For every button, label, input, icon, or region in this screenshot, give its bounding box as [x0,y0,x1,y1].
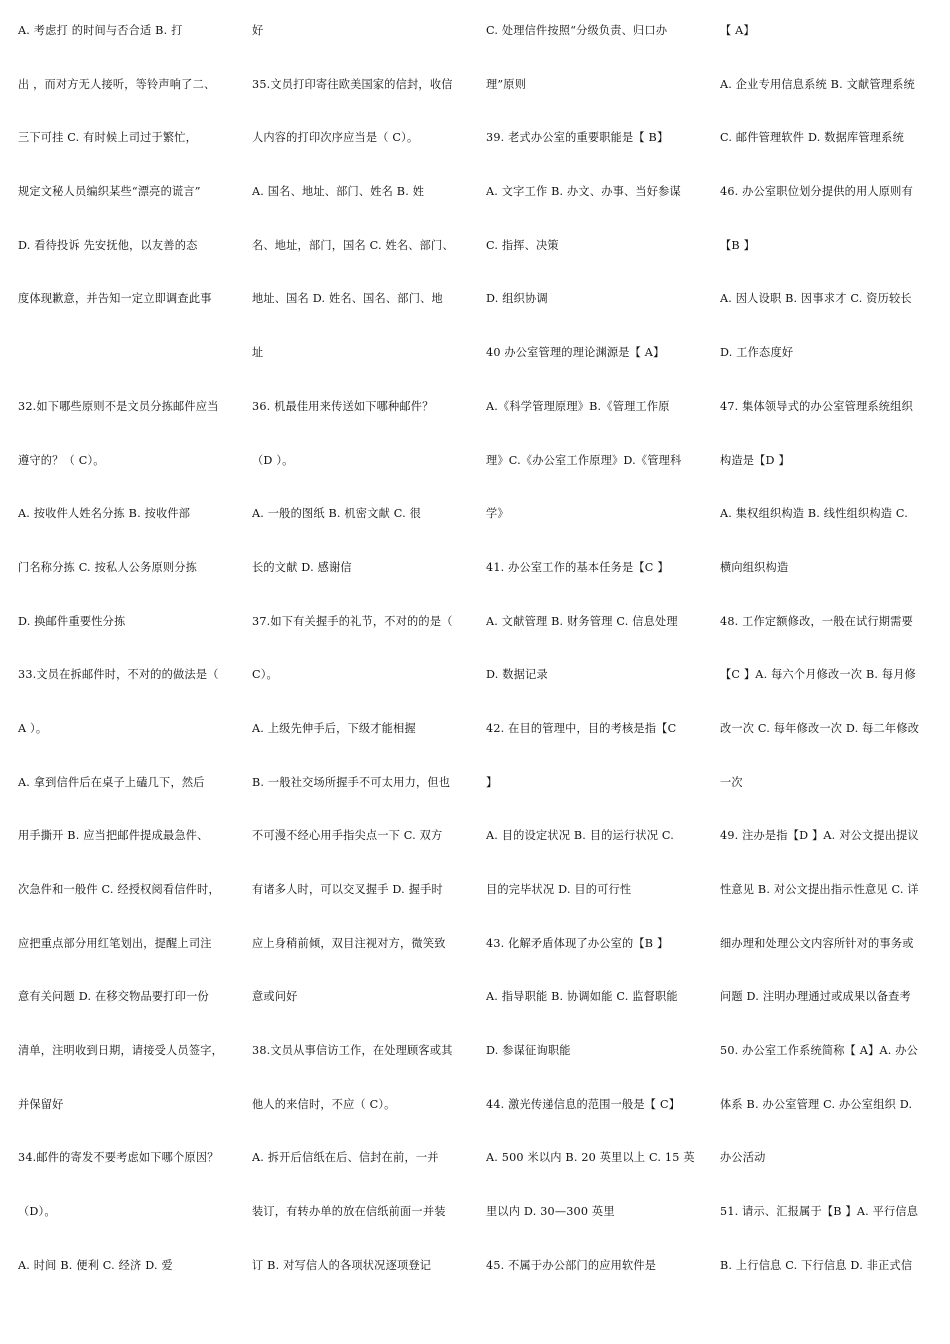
text-line: 理》C.《办公室工作原理》D.《管理科 [486,453,682,467]
text-line: 有诸多人时，可以交叉握手 D. 握手时 [252,883,443,896]
text-line: 装订，有转办单的放在信纸前面一并装 [252,1205,446,1219]
text-line: 并保留好 [18,1097,64,1111]
text-line: B. 上行信息 C. 下行信息 D. 非正式信 [720,1258,913,1272]
text-line: A. 文字工作 B. 办文、办事、当好参谋 [486,185,681,199]
text-line: 出 ，而对方无人接听，等铃声响了二、 [18,77,216,91]
text-line: A. 按收件人姓名分拣 B. 按收件部 [18,507,191,521]
text-line: 性意见 B. 对公文提出指示性意见 C. 详 [720,883,919,896]
text-line: D. 换邮件重要性分拣 [18,614,126,628]
text-column-2 [252,22,476,1311]
text-line: 42. 在目的管理中，目的考核是指【C [486,721,677,735]
text-line: A. 因人设职 B. 因事求才 C. 资历较长 [720,292,912,306]
text-line: 33.文员在拆邮件时，不对的的做法是（ [18,668,219,682]
text-line: 34.邮件的寄发不要考虑如下哪个原因？ [18,1151,219,1165]
text-line: 长的文献 D. 感谢信 [252,560,352,574]
text-line: C. 指挥、决策 [486,238,559,252]
text-line: 里以内 D. 30—300 英里 [486,1205,615,1219]
text-line: A. 集权组织构造 B. 线性组织构造 C. [720,507,909,521]
text-line: 度体现歉意，并告知一定立即调查此事 [18,292,212,306]
text-line: C）。 [252,668,278,682]
text-line: A. 文献管理 B. 财务管理 C. 信息处理 [486,614,678,628]
text-line: 意有关问题 D. 在移交物品要打印一份 [18,990,209,1004]
text-line [18,344,242,398]
text-line: 一次 [720,775,743,789]
text-line: 订 B. 对写信人的各项状况逐项登记 [252,1258,432,1272]
text-line: 【B 】 [720,238,755,252]
text-column-3 [486,22,710,1311]
text-line: A. 500 米以内 B. 20 英里以上 C. 15 英 [486,1151,695,1165]
text-line: 39. 老式办公室的重要职能是【 B】 [486,131,669,145]
text-line: 43. 化解矛盾体现了办公室的【B 】 [486,936,669,950]
text-line: 35.文员打印寄往欧美国家的信封，收信 [252,77,453,91]
text-line: 好 [252,24,264,37]
text-line: D. 数据记录 [486,668,548,682]
text-column-1 [18,22,242,1311]
text-line: C. 处理信件按照“分级负责、归口办 [486,24,668,37]
text-line: D. 参谋征询职能 [486,1044,571,1058]
text-line: 38.文员从事信访工作，在处理顾客或其 [252,1044,453,1058]
text-line: 学》 [486,507,509,521]
text-line: 办公活动 [720,1151,766,1165]
text-line: （D）。 [18,1205,56,1219]
text-line: 37.如下有关握手的礼节，不对的的是（ [252,614,453,628]
text-line: A. 拆开后信纸在后、信封在前，一并 [252,1151,439,1165]
text-line: A. 拿到信件后在桌子上磕几下，然后 [18,775,205,789]
text-line: 次急件和一般件 C. 经授权阅看信件时， [18,883,220,896]
text-line: 他人的来信时，不应（ C）。 [252,1097,396,1111]
text-line: A. 上级先伸手后，下级才能相握 [252,721,416,735]
text-line: 遵守的？（ C）。 [18,453,105,467]
text-line: 用手撕开 B. 应当把邮件提成最急件、 [18,829,209,843]
text-line: D. 工作态度好 [720,346,794,360]
text-line: 横向组织构造 [720,560,789,574]
text-line: 改一次 C. 每年修改一次 D. 每二年修改 [720,721,920,735]
text-line: 目的完毕状况 D. 目的可行性 [486,883,632,896]
text-line: A. 目的设定状况 B. 目的运行状况 C. [486,829,675,843]
text-line: 址 [252,346,264,360]
text-line: 问题 D. 注明办理通过或成果以备查考 [720,990,911,1004]
text-line: 49. 注办是指【D 】A. 对公文提出提议 [720,829,919,843]
text-line: 47. 集体领导式的办公室管理系统组织 [720,399,913,413]
text-line: 41. 办公室工作的基本任务是【C 】 [486,560,669,574]
text-line: 规定文秘人员编织某些“漂亮的谎言” [18,185,201,199]
text-line: D. 看待投诉 先安抚他，以友善的态 [18,238,198,252]
text-line: 构造是【D 】 [720,453,790,467]
text-line: B. 一般社交场所握手不可太用力，但也 [252,775,451,789]
text-column-4 [720,22,944,1311]
text-line: A. 指导职能 B. 协调如能 C. 监督职能 [486,990,678,1004]
text-line: 地址、国名 D. 姓名、国名、部门、地 [252,292,443,306]
text-line: 三下可挂 C. 有时候上司过于繁忙， [18,131,198,145]
text-line: A. 企业专用信息系统 B. 文献管理系统 [720,77,915,91]
text-line: 45. 不属于办公部门的应用软件是 [486,1258,657,1272]
text-line: 门名称分拣 C. 按私人公务原则分拣 [18,560,198,574]
text-line: A. 考虑打 的时间与否合适 B. 打 [18,24,183,37]
text-line: （D ）。 [252,453,294,467]
text-line: D. 组织协调 [486,292,548,306]
text-line: 50. 办公室工作系统简称【 A】A. 办公 [720,1044,919,1058]
text-line: 32.如下哪些原则不是文员分拣邮件应当 [18,399,219,413]
text-line: 应上身稍前倾，双目注视对方，微笑致 [252,936,446,950]
text-line: A ）。 [18,721,48,735]
text-line: 【C 】A. 每六个月修改一次 B. 每月修 [720,668,917,682]
text-line: 名、地址，部门，国名 C. 姓名、部门、 [252,238,454,252]
text-line: 理”原则 [486,77,527,91]
text-line: 细办理和处理公文内容所针对的事务或 [720,936,914,950]
text-line: 清单，注明收到日期，请接受人员签字， [18,1044,223,1058]
text-line: A. 时间 B. 便利 C. 经济 D. 爱 [18,1258,173,1272]
text-line: 不可漫不经心用手指尖点一下 C. 双方 [252,829,443,843]
text-line: C. 邮件管理软件 D. 数据库管理系统 [720,131,904,145]
text-line: 48. 工作定额修改，一般在试行期需要 [720,614,913,628]
text-line: A. 国名、地址、部门、姓名 B. 姓 [252,185,425,199]
text-line: 】 [486,775,498,789]
text-line: 40 办公室管理的理论渊源是【 A】 [486,346,665,360]
text-line: 46. 办公室职位划分提供的用人原则有 [720,185,913,199]
text-line: 36. 机最佳用来传送如下哪种邮件？ [252,399,434,413]
text-line: 51. 请示、汇报属于【B 】A. 平行信息 [720,1205,919,1219]
text-line: 意或问好 [252,990,298,1004]
text-line: 人内容的打印次序应当是（ C）。 [252,131,419,145]
text-line: 应把重点部分用红笔划出，提醒上司注 [18,936,212,950]
text-line: A.《科学管理原理》B.《管理工作原 [486,399,670,413]
text-line: 44. 激光传递信息的范围一般是【 C】 [486,1097,681,1111]
text-line: A. 一般的图纸 B. 机密文献 C. 很 [252,507,421,521]
text-line: 【 A】 [720,24,755,37]
text-line: 体系 B. 办公室管理 C. 办公室组织 D. [720,1097,913,1111]
